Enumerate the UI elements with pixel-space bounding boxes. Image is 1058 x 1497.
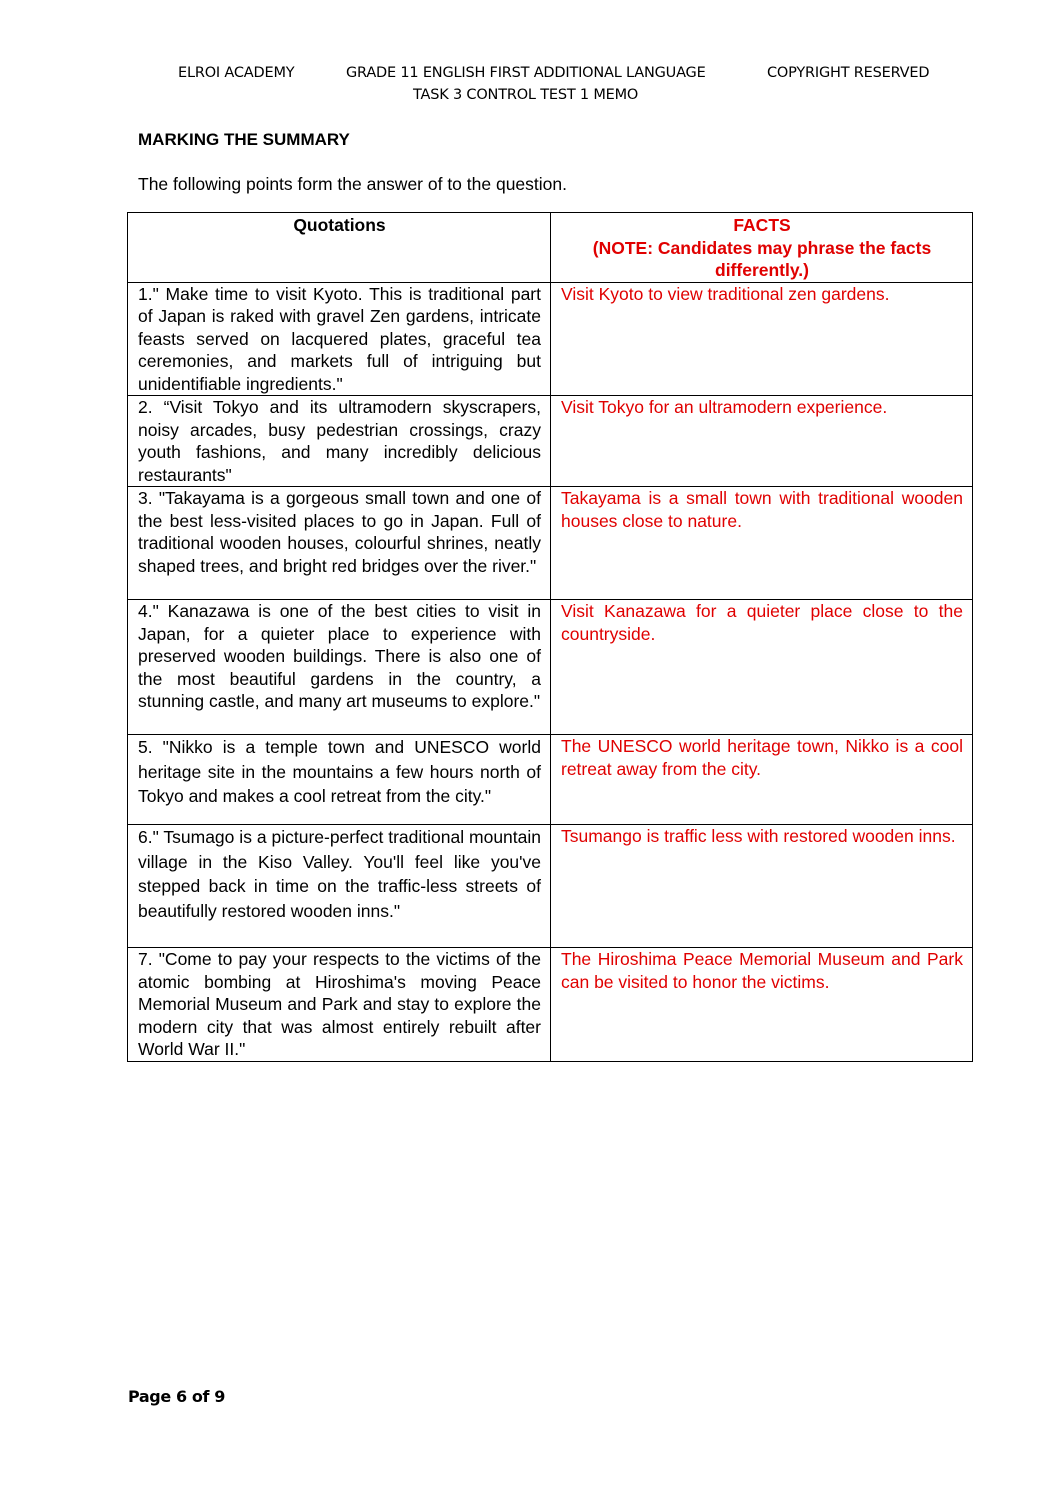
table-row (128, 487, 973, 600)
quotation-cell: 3. "Takayama is a gorgeous small town and one of the best less-visited places to go in Japan. Full of traditional wooden houses, colourful shrines, neatly shaped trees, and bright red bridges over the river." (128, 487, 551, 600)
header-school: ELROI ACADEMY (178, 65, 295, 81)
fact-cell: The Hiroshima Peace Memorial Museum and Park can be visited to honor the victims. (551, 948, 973, 1062)
memo-table (127, 212, 973, 1062)
section-heading: MARKING THE SUMMARY (138, 130, 350, 149)
fact-cell: Visit Kanazawa for a quieter place close to the countryside. (551, 600, 973, 735)
table-row (128, 396, 973, 487)
quotation-cell: 4." Kanazawa is one of the best cities to visit in Japan, for a quieter place to experience with preserved wooden buildings. There is also one of the most beautiful gardens in the country, a stunning castle, and many art museums to explore." (128, 600, 551, 735)
header-subject: GRADE 11 ENGLISH FIRST ADDITIONAL LANGUAGE (346, 65, 706, 81)
header-copyright: COPYRIGHT RESERVED (767, 65, 930, 81)
header-task: TASK 3 CONTROL TEST 1 MEMO (413, 87, 639, 103)
table-row (128, 825, 973, 948)
table-row (128, 282, 973, 396)
quotation-cell: 1." Make time to visit Kyoto. This is traditional part of Japan is raked with gravel Zen gardens, intricate feasts served on lacquered plates, graceful tea ceremonies, and markets full of intriguing but unidentifiable ingredients." (128, 282, 551, 396)
page-number: Page 6 of 9 (128, 1387, 225, 1406)
facts-title: FACTS (733, 215, 791, 235)
fact-cell: Visit Tokyo for an ultramodern experience. (551, 396, 973, 487)
table-row (128, 948, 973, 1062)
fact-cell: Visit Kyoto to view traditional zen gardens. (551, 282, 973, 396)
quotation-cell: 7. "Come to pay your respects to the victims of the atomic bombing at Hiroshima's moving Peace Memorial Museum and Park and stay to explore the modern city that was almost entirely rebuilt after World War II." (128, 948, 551, 1062)
table-header-row (128, 213, 973, 283)
table-row (128, 600, 973, 735)
quotation-cell: 5. "Nikko is a temple town and UNESCO world heritage site in the mountains a few hours north of Tokyo and makes a cool retreat from the city." (128, 735, 551, 825)
intro-text: The following points form the answer of to the question. (138, 174, 567, 194)
quotation-cell: 2. “Visit Tokyo and its ultramodern skyscrapers, noisy arcades, busy pedestrian crossings, crazy youth fashions, and many incredibly delicious restaurants" (128, 396, 551, 487)
column-header-quotations: Quotations (128, 213, 551, 283)
fact-cell: The UNESCO world heritage town, Nikko is a cool retreat away from the city. (551, 735, 973, 825)
quotation-cell: 6." Tsumago is a picture-perfect traditional mountain village in the Kiso Valley. You'll feel like you've stepped back in time on the traffic-less streets of beautifully restored wooden inns." (128, 825, 551, 948)
fact-cell: Takayama is a small town with traditional wooden houses close to nature. (551, 487, 973, 600)
column-header-facts (551, 213, 973, 283)
table-row (128, 735, 973, 825)
fact-cell: Tsumango is traffic less with restored wooden inns. (551, 825, 973, 948)
facts-note: (NOTE: Candidates may phrase the facts differently.) (592, 237, 932, 280)
